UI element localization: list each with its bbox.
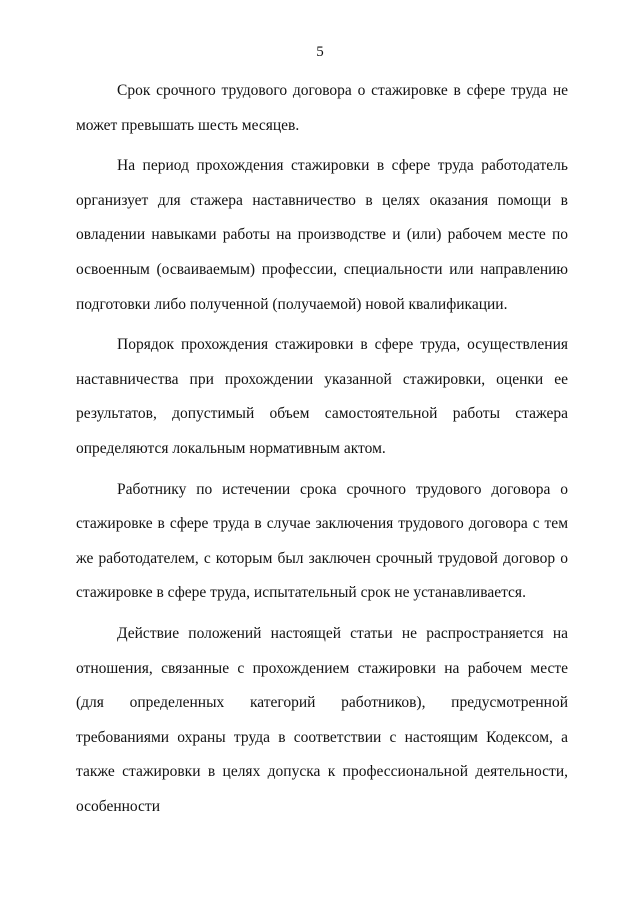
- paragraph-probation-period: Работнику по истечении срока срочного трудового договора о стажировке в сфере труда в случае заключения трудового договора с тем же работодателем, с которым был заключен срочный трудовой договор о стажировке в сфере труда, испытательный срок не устанавливается.: [76, 480, 568, 602]
- page-number: 5: [316, 44, 324, 60]
- paragraph-scope-exclusions: Действие положений настоящей статьи не распространяется на отношения, связанные с прохождением стажировки на рабочем месте (для определенных категорий работников), предусмотренной требованиями охраны труда в соответствии с настоящим Кодексом, а также стажировки в целях допуска к профессиональной деятельности, особенности: [76, 624, 568, 815]
- document-body: [76, 74, 568, 830]
- paragraph-internship-procedure: Порядок прохождения стажировки в сфере труда, осуществления наставничества при прохождении указанной стажировки, оценки ее результатов, допустимый объем самостоятельной работы стажера определяются локальным нормативным актом.: [76, 336, 568, 457]
- paragraph-mentorship: На период прохождения стажировки в сфере труда работодатель организует для стажера наставничество в целях оказания помощи в овладении навыками работы на производстве и (или) рабочем месте по освоенным (осваиваемым) профессии, специальности или направлению подготовки либо полученной (получаемой) новой квалификации.: [76, 157, 568, 313]
- paragraph-internship-term: Срок срочного трудового договора о стажировке в сфере труда не может превышать шесть месяцев.: [76, 82, 568, 134]
